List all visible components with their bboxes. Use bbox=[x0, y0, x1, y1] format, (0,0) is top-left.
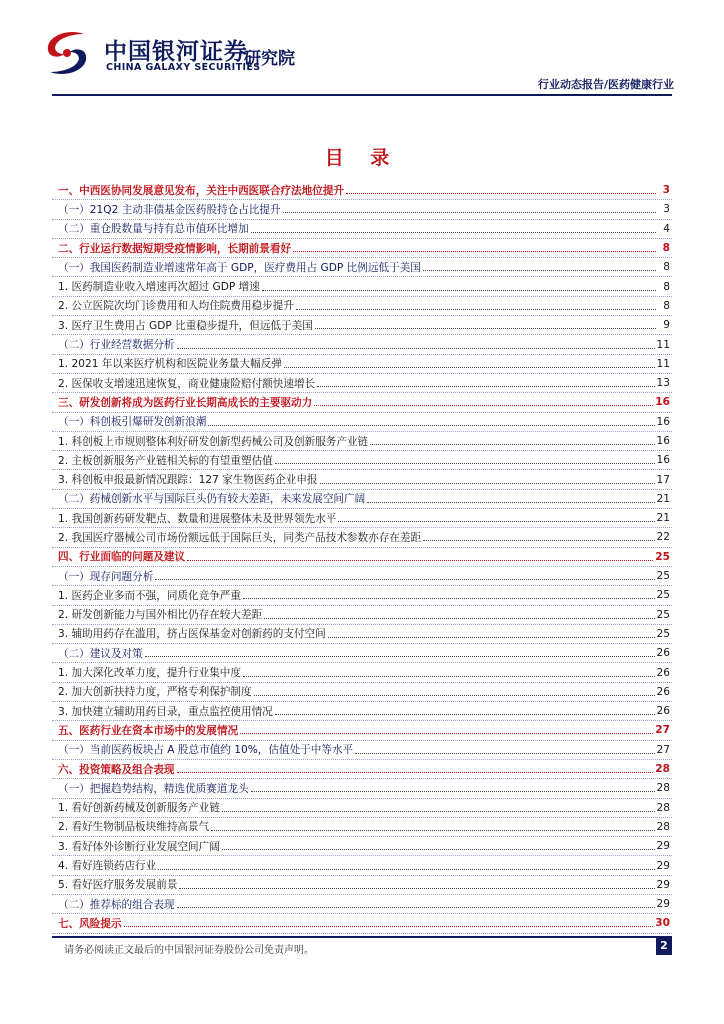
toc-entry[interactable] bbox=[52, 702, 672, 721]
toc-dot-leader bbox=[243, 597, 655, 599]
page-number: 2 bbox=[656, 937, 672, 955]
toc-entry[interactable] bbox=[52, 586, 672, 605]
toc-entry[interactable] bbox=[52, 413, 672, 432]
toc-entry-page: 21 bbox=[656, 492, 670, 505]
toc-entry[interactable] bbox=[52, 721, 672, 740]
toc-entry[interactable] bbox=[52, 741, 672, 760]
toc-entry[interactable] bbox=[52, 837, 672, 856]
toc-entry-page: 26 bbox=[656, 666, 670, 679]
toc-entry-page: 8 bbox=[662, 242, 670, 255]
toc-entry-text: （一）现存问题分析 bbox=[58, 570, 154, 583]
toc-dot-leader bbox=[283, 211, 656, 213]
toc-entry[interactable] bbox=[52, 451, 672, 470]
table-of-contents bbox=[52, 181, 672, 934]
toc-entry[interactable] bbox=[52, 644, 672, 663]
toc-entry-text: 六、投资策略及组合表现 bbox=[58, 763, 175, 776]
toc-entry-page: 8 bbox=[663, 299, 670, 312]
toc-dot-leader bbox=[158, 868, 654, 870]
toc-entry-text: （一）科创板引爆研发创新浪潮 bbox=[58, 416, 207, 429]
toc-dot-leader bbox=[177, 906, 655, 908]
toc-entry-text: 2. 公立医院次均门诊费用和人均住院费用稳步提升 bbox=[58, 300, 294, 313]
toc-dot-leader bbox=[275, 462, 655, 464]
toc-entry-text: 1. 科创板上市规则整体利好研发创新型药械公司及创新服务产业链 bbox=[58, 435, 369, 448]
toc-entry-page: 28 bbox=[656, 782, 670, 795]
toc-dot-leader bbox=[367, 501, 654, 503]
toc-entry-page: 11 bbox=[656, 357, 670, 370]
toc-entry-page: 29 bbox=[656, 898, 670, 911]
toc-entry-text: 4. 看好连锁药店行业 bbox=[58, 860, 157, 873]
toc-entry[interactable] bbox=[52, 220, 672, 239]
toc-entry-page: 3 bbox=[663, 203, 670, 216]
toc-entry-page: 25 bbox=[656, 627, 670, 640]
toc-entry-text: （一）当前医药板块占 A 股总市值约 10%，估值处于中等水平 bbox=[58, 744, 354, 757]
toc-entry-text: 七、风险提示 bbox=[58, 917, 122, 930]
toc-entry-page: 22 bbox=[656, 531, 670, 544]
toc-entry[interactable] bbox=[52, 895, 672, 914]
toc-entry[interactable] bbox=[52, 277, 672, 296]
toc-entry-page: 26 bbox=[656, 685, 670, 698]
toc-entry-text: 五、医药行业在资本市场中的发展情况 bbox=[58, 724, 239, 737]
toc-entry[interactable] bbox=[52, 625, 672, 644]
toc-entry[interactable] bbox=[52, 393, 672, 412]
toc-entry-page: 28 bbox=[656, 801, 670, 814]
toc-dot-leader bbox=[293, 250, 656, 252]
toc-entry-page: 26 bbox=[656, 647, 670, 660]
toc-dot-leader bbox=[423, 269, 656, 271]
toc-entry-page: 27 bbox=[655, 724, 670, 737]
toc-dot-leader bbox=[222, 810, 655, 812]
toc-entry-text: 1. 2021 年以来医疗机构和医院业务量大幅反弹 bbox=[58, 358, 282, 371]
footer-disclaimer: 请务必阅读正文最后的中国银河证券股份公司免责声明。 bbox=[64, 945, 314, 956]
toc-entry-text: （一）把握趋势结构，精选优质赛道龙头 bbox=[58, 782, 249, 795]
toc-entry-text: （二）推荐标的组合表现 bbox=[58, 898, 175, 911]
toc-entry[interactable] bbox=[52, 355, 672, 374]
toc-entry[interactable] bbox=[52, 470, 672, 489]
footer-divider bbox=[52, 936, 672, 938]
toc-entry-text: （二）重仓股数量与持有总市值环比增加 bbox=[58, 223, 249, 236]
toc-dot-leader bbox=[243, 675, 655, 677]
toc-entry-page: 26 bbox=[656, 705, 670, 718]
toc-entry-page: 17 bbox=[656, 473, 670, 486]
toc-entry[interactable] bbox=[52, 316, 672, 335]
toc-entry-page: 25 bbox=[656, 589, 670, 602]
toc-entry-text: （二）行业经营数据分析 bbox=[58, 339, 175, 352]
toc-entry-page: 8 bbox=[663, 280, 670, 293]
toc-entry[interactable] bbox=[52, 779, 672, 798]
toc-entry-page: 25 bbox=[655, 550, 670, 563]
toc-dot-leader bbox=[328, 636, 655, 638]
toc-entry[interactable] bbox=[52, 297, 672, 316]
toc-entry-text: 5. 看好医疗服务发展前景 bbox=[58, 879, 178, 892]
toc-entry-text: 3. 医疗卫生费用占 GDP 比重稳步提升，但远低于美国 bbox=[58, 319, 313, 332]
toc-entry-page: 11 bbox=[656, 338, 670, 351]
toc-entry-text: 3. 科创板申报最新情况跟踪：127 家生物医药企业申报 bbox=[58, 474, 318, 487]
toc-entry-page: 16 bbox=[656, 435, 670, 447]
toc-entry-page: 16 bbox=[656, 454, 670, 467]
toc-entry-text: 1. 医药制造业收入增速再次超过 GDP 增速 bbox=[58, 281, 260, 294]
toc-dot-leader bbox=[275, 713, 655, 715]
toc-dot-leader bbox=[179, 887, 654, 889]
toc-entry[interactable] bbox=[52, 914, 672, 933]
toc-entry[interactable] bbox=[52, 548, 672, 567]
toc-dot-leader bbox=[222, 848, 655, 850]
header-divider bbox=[52, 94, 672, 96]
toc-dot-leader bbox=[284, 366, 655, 368]
logo-chinese-name: 中国银河证券 bbox=[104, 39, 248, 65]
toc-entry[interactable] bbox=[52, 200, 672, 219]
toc-entry-text: （一）我国医药制造业增速常年高于 GDP，医疗费用占 GDP 比例远低于美国 bbox=[58, 261, 421, 274]
toc-entry-text: 2. 加大创新扶持力度，严格专利保护制度 bbox=[58, 686, 252, 699]
toc-entry[interactable] bbox=[52, 374, 672, 393]
toc-entry-page: 29 bbox=[656, 878, 670, 891]
toc-entry[interactable] bbox=[52, 876, 672, 895]
toc-entry-text: 2. 看好生物制品板块维持高景气 bbox=[58, 821, 210, 834]
toc-title: 目 录 bbox=[324, 147, 400, 169]
report-category: 行业动态报告/医药健康行业 bbox=[537, 78, 674, 91]
toc-entry-page: 4 bbox=[663, 222, 670, 235]
toc-entry-page: 30 bbox=[655, 917, 670, 930]
toc-entry-text: 1. 医药企业多而不强，同质化竞争严重 bbox=[58, 589, 241, 602]
toc-entry-text: 二、行业运行数据短期受疫情影响，长期前景看好 bbox=[58, 242, 292, 255]
toc-entry[interactable] bbox=[52, 818, 672, 837]
toc-entry-text: 1. 看好创新药械及创新服务产业链 bbox=[58, 802, 220, 815]
logo-english-name: CHINA GALAXY SECURITIES bbox=[106, 62, 261, 73]
toc-entry-text: （二）药械创新水平与国际巨头仍有较大差距，未来发展空间广阔 bbox=[58, 493, 366, 506]
toc-entry-text: 2. 研发创新能力与国外相比仍存在较大差距 bbox=[58, 609, 263, 622]
toc-entry-page: 28 bbox=[655, 763, 670, 776]
toc-entry-page: 25 bbox=[656, 608, 670, 621]
toc-dot-leader bbox=[346, 192, 656, 194]
toc-dot-leader bbox=[355, 752, 654, 754]
institute-label: 研究院 bbox=[244, 49, 295, 69]
toc-entry-text: 四、行业面临的问题及建议 bbox=[58, 551, 186, 564]
toc-entry-text: 1. 加大深化改革力度，提升行业集中度 bbox=[58, 667, 241, 680]
toc-dot-leader bbox=[317, 385, 654, 387]
toc-dot-leader bbox=[370, 443, 654, 445]
toc-entry[interactable] bbox=[52, 509, 672, 528]
toc-dot-leader bbox=[262, 289, 656, 291]
toc-entry-text: 三、研发创新将成为医药行业长期高成长的主要驱动力 bbox=[58, 396, 313, 409]
toc-dot-leader bbox=[320, 482, 655, 484]
toc-entry[interactable] bbox=[52, 528, 672, 547]
toc-dot-leader bbox=[314, 404, 653, 406]
toc-dot-leader bbox=[423, 539, 654, 541]
toc-dot-leader bbox=[177, 771, 654, 773]
toc-entry[interactable] bbox=[52, 567, 672, 586]
toc-entry[interactable] bbox=[52, 683, 672, 702]
toc-entry-text: 1. 我国创新药研发靶点、数量和进展整体未及世界领先水平 bbox=[58, 512, 337, 525]
toc-dot-leader bbox=[187, 559, 653, 561]
galaxy-logo-icon bbox=[38, 28, 96, 78]
toc-entry-text: 3. 加快建立辅助用药目录，重点监控使用情况 bbox=[58, 705, 273, 718]
toc-dot-leader bbox=[155, 578, 654, 580]
toc-entry-page: 27 bbox=[656, 743, 670, 756]
toc-entry-page: 16 bbox=[656, 415, 670, 428]
toc-entry-page: 29 bbox=[656, 859, 670, 872]
toc-entry-text: 2. 医保收支增速迅速恢复，商业健康险赔付额快速增长 bbox=[58, 377, 316, 390]
toc-entry[interactable] bbox=[52, 181, 672, 200]
toc-dot-leader bbox=[124, 925, 654, 927]
toc-entry-text: 3. 辅助用药存在滥用，挤占医保基金对创新药的支付空间 bbox=[58, 628, 326, 641]
toc-dot-leader bbox=[251, 231, 656, 233]
toc-entry[interactable] bbox=[52, 239, 672, 258]
toc-entry[interactable] bbox=[52, 432, 672, 451]
toc-dot-leader bbox=[254, 694, 655, 696]
toc-entry-page: 13 bbox=[656, 377, 670, 390]
toc-entry-page: 28 bbox=[656, 820, 670, 833]
toc-entry-text: 一、中西医协同发展意见发布，关注中西医联合疗法地位提升 bbox=[58, 184, 345, 197]
toc-entry[interactable] bbox=[52, 663, 672, 682]
toc-entry-page: 21 bbox=[656, 512, 670, 525]
toc-dot-leader bbox=[211, 829, 654, 831]
toc-dot-leader bbox=[338, 520, 654, 522]
toc-entry-page: 25 bbox=[656, 570, 670, 583]
toc-entry-page: 8 bbox=[663, 261, 670, 274]
toc-dot-leader bbox=[296, 308, 656, 310]
toc-dot-leader bbox=[208, 424, 654, 426]
toc-entry[interactable] bbox=[52, 258, 672, 277]
toc-entry-page: 9 bbox=[663, 319, 670, 332]
toc-entry[interactable] bbox=[52, 760, 672, 779]
toc-dot-leader bbox=[264, 617, 654, 619]
toc-entry-page: 16 bbox=[655, 396, 670, 409]
toc-entry[interactable] bbox=[52, 490, 672, 509]
toc-entry[interactable] bbox=[52, 335, 672, 354]
toc-entry-text: （一）21Q2 主动非债基金医药股持仓占比提升 bbox=[58, 203, 281, 216]
toc-entry-text: （二）建议及对策 bbox=[58, 647, 143, 660]
toc-dot-leader bbox=[177, 347, 655, 349]
toc-entry-page: 3 bbox=[662, 184, 670, 197]
page-header bbox=[0, 0, 724, 95]
toc-entry-text: 2. 我国医疗器械公司市场份额远低于国际巨头，同类产品技术参数亦存在差距 bbox=[58, 531, 422, 544]
toc-entry[interactable] bbox=[52, 856, 672, 875]
toc-dot-leader bbox=[251, 790, 655, 792]
toc-dot-leader bbox=[240, 732, 653, 734]
toc-entry-page: 29 bbox=[656, 840, 670, 853]
toc-entry[interactable] bbox=[52, 799, 672, 818]
toc-dot-leader bbox=[145, 655, 655, 657]
toc-entry[interactable] bbox=[52, 606, 672, 625]
toc-dot-leader bbox=[315, 327, 656, 329]
toc-entry-text: 2. 主板创新服务产业链相关标的有望重塑估值 bbox=[58, 454, 273, 467]
toc-entry-text: 3. 看好体外诊断行业发展空间广阔 bbox=[58, 840, 220, 853]
